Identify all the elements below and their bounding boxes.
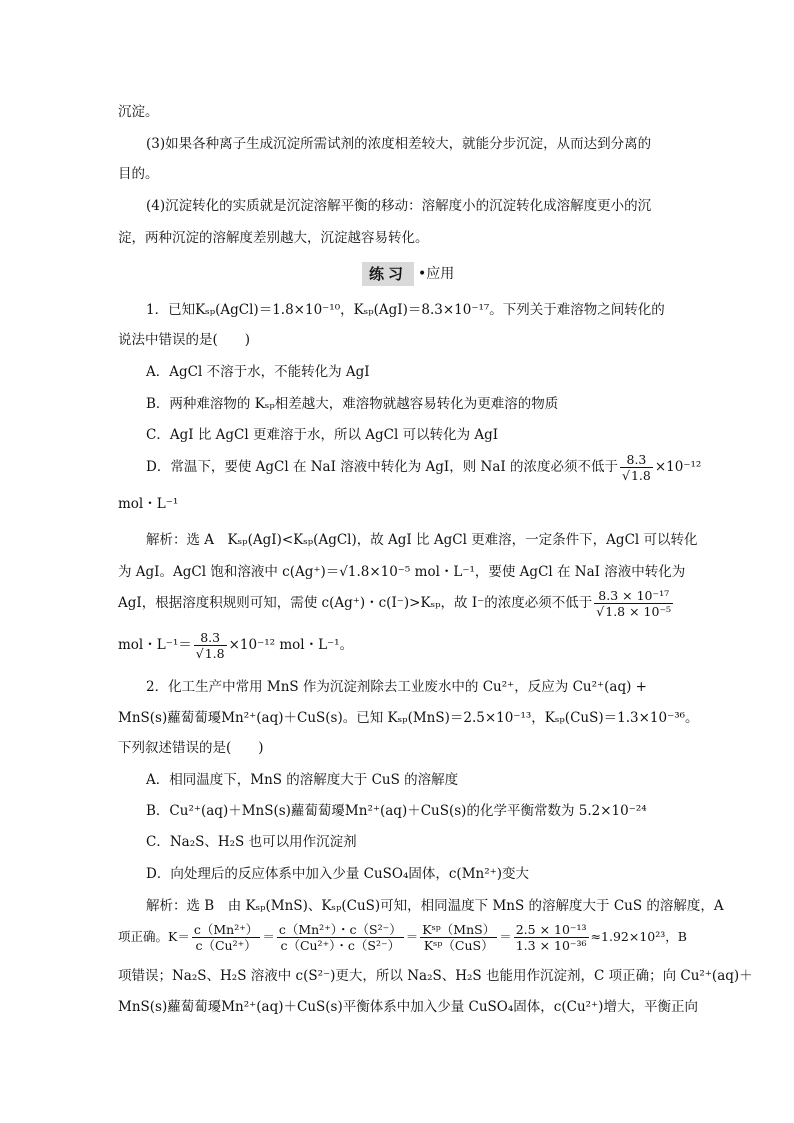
fraction-denominator: 1.8 (630, 468, 651, 483)
question-2-stem: 下列叙述错误的是( ) (118, 740, 264, 756)
fraction-denominator: 1.8 (204, 646, 225, 661)
fraction-numerator: 8.3 × 10⁻¹⁷ (594, 588, 673, 604)
fraction: $\frac{\text{8.3 × 10⁻¹⁷}}{\text{√1.8 × 10⁻⁵}}$ (596, 588, 672, 619)
fraction-denominator: Kˢᵖ（CuS） (423, 938, 494, 953)
fraction-denominator: 1.8 × 10⁻⁵ (605, 604, 672, 619)
paragraph-line: (3)如果各种离子生成沉淀所需试剂的浓度相差较大，就能分步沉淀，从而达到分离的 (146, 136, 652, 152)
section-label-box: 练习 (362, 262, 414, 286)
option-a: A．相同温度下，MnS 的溶解度大于 CuS 的溶解度 (146, 772, 459, 788)
answer-line: 解析：选 A Kₛₚ(AgI)<Kₛₚ(AgCl)，故 AgI 比 AgCl 更难溶，一定条件下，AgCl 可以转化 (146, 532, 698, 548)
answer-line: MnS(s)蘿蔔蔔瓇Mn²⁺(aq)＋CuS(s)平衡体系中加入少量 CuSO₄固体，c(Cu²⁺)增大，平衡正向 (118, 999, 698, 1015)
question-2-stem: 2．化工生产中常用 MnS 作为沉淀剂除去工业废水中的 Cu²⁺，反应为 Cu²⁺(aq) + (146, 679, 647, 695)
answer-text: ×10⁻¹² mol・L⁻¹。 (228, 637, 354, 653)
fraction-numerator: 2.5 × 10⁻¹³ (515, 922, 587, 937)
fraction (277, 922, 404, 953)
option-b: B．两种难溶物的 Kₛₚ相差越大，难溶物就越容易转化为更难溶的物质 (146, 396, 559, 412)
question-1-stem: 说法中错误的是( ) (118, 332, 251, 348)
question-2-stem: MnS(s)蘿蔔蔔瓇Mn²⁺(aq)＋CuS(s)。已知 Kₛₚ(MnS)＝2.5×10⁻¹³，Kₛₚ(CuS)＝1.3×10⁻³⁶。 (118, 710, 699, 726)
answer-line (118, 630, 353, 661)
answer-text: ≈1.92×10²³，B (590, 929, 687, 944)
option-c: C．Na₂S、H₂S 也可以用作沉淀剂 (146, 834, 357, 850)
answer-text: 项正确。K＝ (118, 929, 190, 944)
fraction (514, 922, 589, 953)
section-header (118, 258, 676, 286)
option-d-unit: mol・L⁻¹ (118, 496, 179, 512)
answer-text: AgI，根据溶度积规则可知，需使 c(Ag⁺)・c(I⁻)>Kₛₚ，故 I⁻的浓度必须不低于 (118, 595, 593, 611)
fraction-numerator: c（Mn²⁺）・c（S²⁻） (278, 922, 402, 937)
fraction-denominator: c（Cu²⁺） (195, 938, 257, 953)
option-d (146, 452, 701, 483)
paragraph-line: 淀，两种沉淀的溶解度差别越大，沉淀越容易转化。 (118, 230, 429, 246)
section-label-text: •应用 (418, 266, 455, 282)
answer-line: 解析：选 B 由 Kₛₚ(MnS)、Kₛₚ(CuS)可知，相同温度下 MnS 的溶解度大于 CuS 的溶解度，A (146, 898, 724, 914)
paragraph-line: (4)沉淀转化的实质就是沉淀溶解平衡的移动：溶解度小的沉淀转化成溶解度更小的沉 (146, 198, 652, 214)
answer-text: mol・L⁻¹＝ (118, 637, 192, 653)
option-b: B．Cu²⁺(aq)＋MnS(s)蘿蔔蔔瓇Mn²⁺(aq)＋CuS(s)的化学平衡常数为 5.2×10⁻²⁴ (146, 803, 647, 819)
fraction: $\frac{8.3}{√1.8}$ (195, 630, 225, 661)
option-c: C．AgI 比 AgCl 更难溶于水，所以 AgCl 可以转化为 AgI (146, 427, 499, 443)
fraction: $\frac{8.3}{√1.8}$ (622, 452, 651, 483)
answer-line: 为 AgI。AgCl 饱和溶液中 c(Ag⁺)＝√1.8×10⁻⁵ mol・L⁻¹，要使 AgCl 在 NaI 溶液中转化为 (118, 564, 686, 580)
question-1-stem: 1．已知Kₛₚ(AgCl)＝1.8×10⁻¹⁰，Kₛₚ(AgI)＝8.3×10⁻¹⁷。下列关于难溶物之间转化的 (146, 302, 665, 318)
option-a: A．AgCl 不溶于水，不能转化为 AgI (146, 364, 370, 380)
fraction-denominator: 1.3 × 10⁻³⁶ (515, 938, 587, 953)
fraction (420, 922, 497, 953)
option-d: D．向处理后的反应体系中加入少量 CuSO₄固体，c(Mn²⁺)变大 (146, 866, 530, 882)
option-d-exponent: ×10⁻¹² (654, 459, 702, 475)
answer-line (118, 588, 675, 619)
answer-line: 项正确。K＝ $\frac{\text{c（Mn²⁺）}}{\text{c（Cu²⁺）}}$ ＝ $\frac{\text{c（Mn²⁺）・c（S²⁻）}}{\text{c（Cu²⁺）・c（S²⁻）}}$ ＝ $\frac{\text{Kˢᵖ（MnS）}}{\text{Kˢᵖ（CuS）}}$ ＝ $\frac{\text{2.5 × 10⁻¹³}}{\text{1.3 × 10⁻³⁶}}$ ≈1.92×10²³，B (118, 922, 687, 953)
fraction-numerator: 8.3 (620, 452, 653, 468)
fraction-numerator: c（Mn²⁺） (193, 922, 259, 937)
paragraph-line: 沉淀。 (118, 104, 159, 120)
fraction-denominator: c（Cu²⁺）・c（S²⁻） (280, 938, 401, 953)
option-d-text: D．常温下，要使 AgCl 在 NaI 溶液中转化为 AgI，则 NaI 的浓度必须不低于 (146, 459, 619, 475)
fraction-numerator: 8.3 (194, 630, 227, 646)
answer-line: 项错误；Na₂S、H₂S 溶液中 c(S²⁻)更大，所以 Na₂S、H₂S 也能用作沉淀剂，C 项正确；向 Cu²⁺(aq)＋ (118, 968, 753, 984)
fraction-numerator: Kˢᵖ（MnS） (422, 922, 496, 937)
paragraph-line: 目的。 (118, 166, 159, 182)
fraction (192, 922, 260, 953)
